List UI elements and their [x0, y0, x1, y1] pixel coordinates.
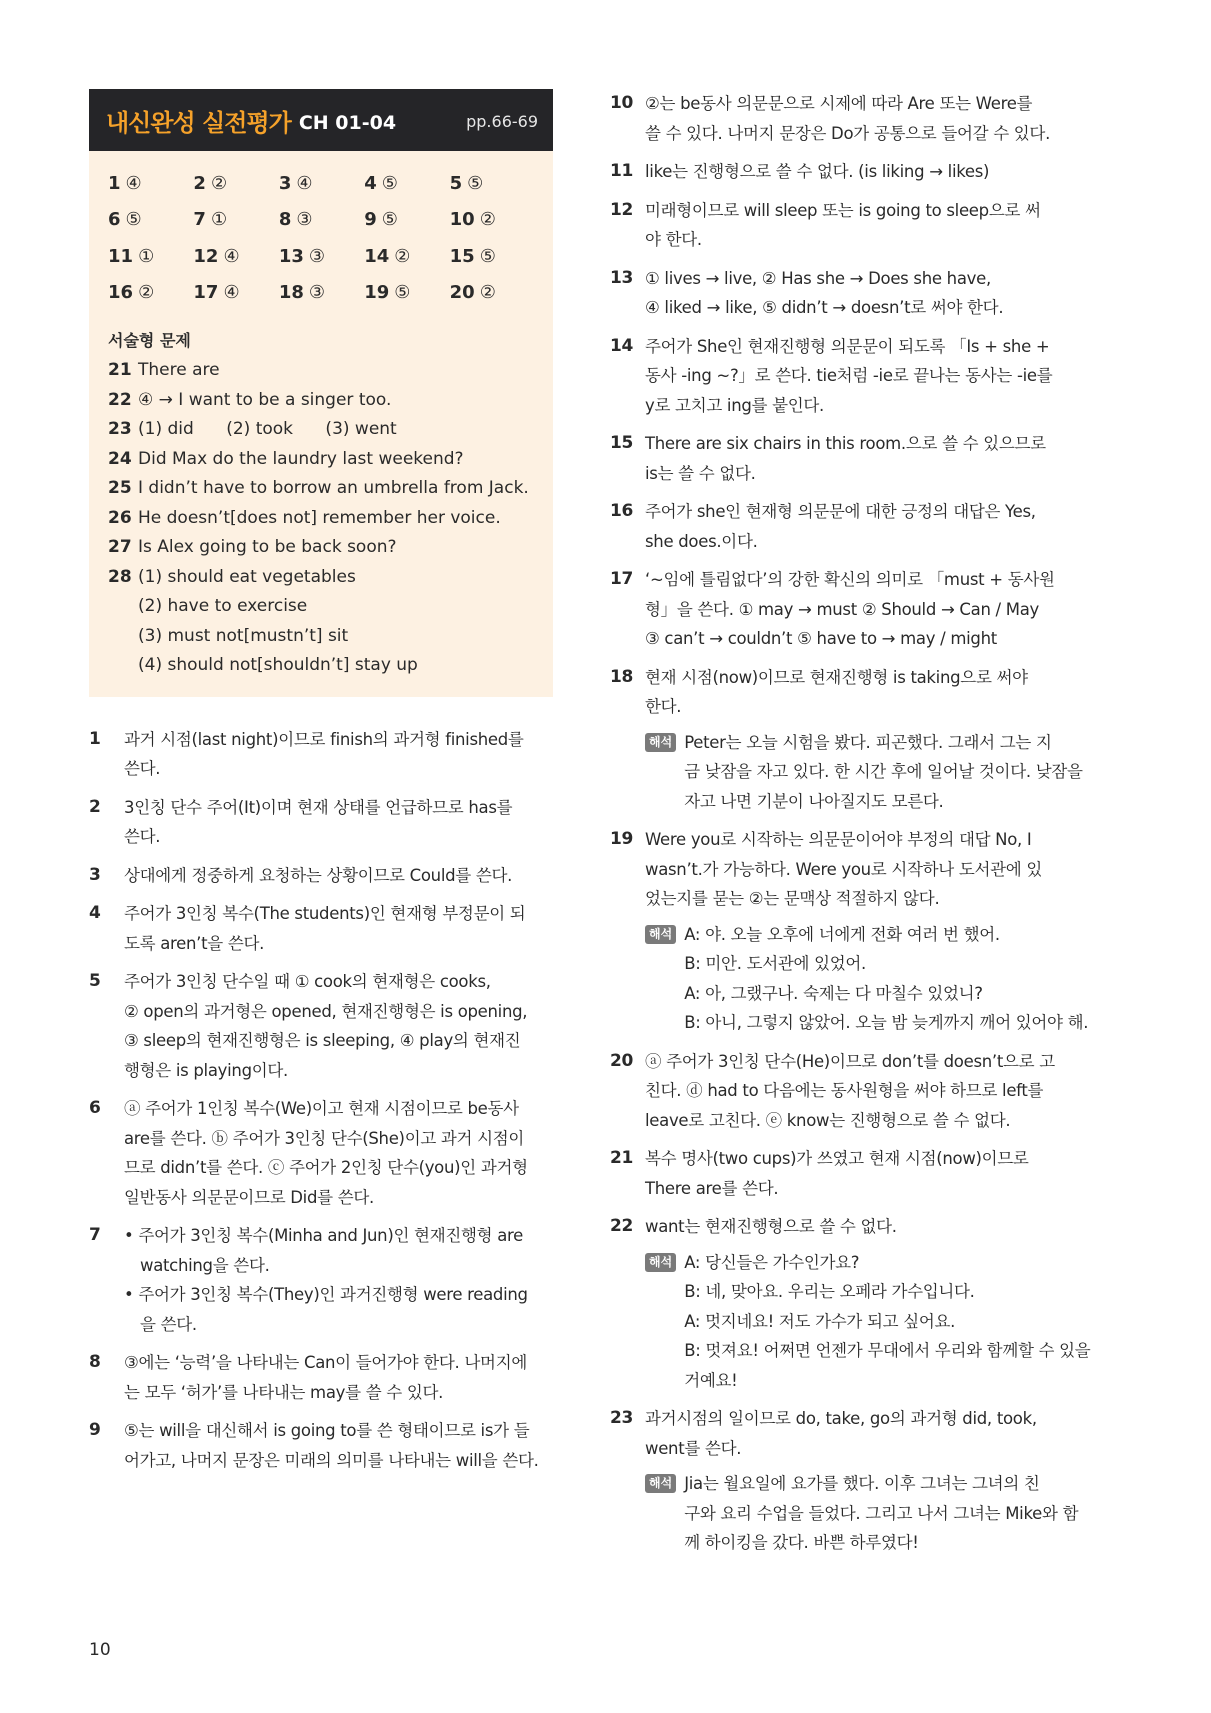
- explanation-line: 주어가 She인 현재진행형 의문문이 되도록 「Is + she +: [645, 336, 1050, 356]
- answer-choice: ⑤: [394, 282, 411, 304]
- explanation-line: 쓴다.: [124, 759, 161, 778]
- explanation-body: [645, 332, 1076, 421]
- answer-number: 11: [108, 245, 134, 267]
- translation-badge: 해석: [645, 925, 676, 944]
- explanation-line: 주어가 she인 현재형 의문문에 대한 긍정의 대답은 Yes,: [645, 502, 1036, 521]
- essay-answer-number: 21: [108, 360, 132, 380]
- essay-answer-line: ④ → I want to be a singer too.: [138, 389, 392, 410]
- bullet-line-text: • 주어가 3인칭 복수(Minha and Jun)인 현재진행형 are: [124, 1226, 523, 1245]
- explanation-number: 7: [89, 1225, 101, 1245]
- explanation-item: [89, 725, 553, 784]
- answer-choice: ⑤: [467, 172, 484, 194]
- essay-answer-number: 25: [108, 478, 132, 498]
- explanation-number: 6: [89, 1098, 101, 1118]
- translation-line: Peter는 오늘 시험을 봤다. 피곤했다. 그래서 그는 지: [684, 732, 1052, 752]
- explanation-number: 22: [610, 1216, 634, 1236]
- answer-number: 16: [108, 282, 134, 304]
- answer-cell: [279, 173, 364, 194]
- answer-number: 12: [193, 245, 219, 267]
- explanation-line: 과거 시점(last night)이므로 finish의 과거형 finished를: [124, 729, 524, 749]
- essay-answer-number: 23: [108, 419, 132, 439]
- explanation-number: 5: [89, 971, 101, 991]
- explanation-number: 4: [89, 903, 101, 923]
- explanation-item: [610, 264, 1076, 323]
- answer-cell: [279, 282, 364, 303]
- essay-answer-line: (1) should eat vegetables: [138, 566, 356, 587]
- explanation-item: [610, 1212, 1091, 1395]
- essay-answer-line: (4) should not[shouldn’t] stay up: [138, 655, 418, 675]
- explanation-number: 12: [610, 199, 634, 220]
- answer-number: 17: [193, 282, 219, 304]
- essay-answer-line: There are: [138, 360, 220, 380]
- answer-number: 15: [449, 245, 475, 267]
- essay-answer-text: [138, 533, 535, 563]
- answer-choice: ③: [308, 245, 326, 267]
- essay-answer-number: 24: [108, 448, 132, 469]
- essay-answer-number: 28: [108, 566, 132, 587]
- explanation-line: want는 현재진행형으로 쓸 수 없다.: [645, 1217, 897, 1236]
- explanation-body: [124, 967, 553, 1085]
- explanation-item: [610, 1404, 1079, 1558]
- explanation-line: is는 쓸 수 없다.: [645, 463, 756, 483]
- explanation-line: 한다.: [645, 697, 682, 716]
- essay-answer-text: [138, 386, 535, 416]
- essay-answer-line: (2) have to exercise: [138, 596, 308, 616]
- answer-cell: [108, 173, 193, 194]
- translation-line: 금 낮잠을 자고 있다. 한 시간 후에 일어날 것이다. 낮잠을: [684, 762, 1083, 781]
- explanation-item: [610, 196, 1076, 255]
- explanation-item: [89, 967, 553, 1085]
- answer-choice: ①: [138, 245, 155, 267]
- essay-answer-line: Did Max do the laundry last weekend?: [138, 448, 464, 469]
- page-number: 10: [89, 1640, 111, 1660]
- answer-grid-row: [108, 238, 535, 275]
- explanation-line: 쓴다.: [124, 827, 161, 846]
- essay-answer-text: [138, 563, 535, 681]
- explanation-line: 쓸 수 있다. 나머지 문장은 Do가 공통으로 들어갈 수 있다.: [645, 123, 1051, 143]
- explanation-bullet: [124, 1280, 553, 1339]
- explanation-line: ⓐ 주어가 1인칭 복수(We)이고 현재 시점이므로 be동사: [124, 1099, 519, 1118]
- translation-line: A: 아, 그랬구나. 숙제는 다 마칠수 있었니?: [684, 983, 983, 1003]
- answer-choice: ④: [223, 282, 240, 304]
- left-column: [89, 89, 553, 1484]
- essay-answer-line: (3) must not[mustn’t] sit: [138, 625, 349, 646]
- essay-answer-number: 22: [108, 389, 132, 410]
- section-header: [89, 89, 553, 151]
- explanation-line: 주어가 3인칭 복수(The students)인 현재형 부정문이 되: [124, 904, 526, 923]
- explanation-line: 동사 -ing ~?」로 쓴다. tie처럼 -ie로 끝나는 동사는 -ie를: [645, 366, 1053, 385]
- essay-answer-line: (1) did (2) took (3) went: [138, 419, 397, 439]
- explanation-line: leave로 고친다. ⓔ know는 진행형으로 쓸 수 없다.: [645, 1110, 1011, 1130]
- explanation-item: [610, 1047, 1076, 1136]
- answer-grid: [108, 165, 535, 311]
- explanation-body: [645, 825, 1089, 1038]
- explanation-line: ③ sleep의 현재진행형은 is sleeping, ④ play의 현재진: [124, 1031, 521, 1050]
- bullet-line-text: watching을 쓴다.: [140, 1255, 270, 1275]
- translation-text: [684, 728, 1082, 817]
- answer-number: 2: [193, 172, 206, 194]
- explanation-line: ③에는 ‘능력’을 나타내는 Can이 들어가야 한다. 나머지에: [124, 1353, 527, 1372]
- answer-cell: [450, 246, 535, 267]
- explanation-body: [124, 899, 553, 958]
- answer-cell: [450, 282, 535, 303]
- explanation-body: [124, 793, 553, 852]
- essay-answer-item: [108, 533, 535, 563]
- page-range: pp.66-69: [466, 111, 538, 131]
- chapter-label: CH 01-04: [298, 112, 397, 134]
- answer-cell: [193, 246, 278, 267]
- explanation-number: 8: [89, 1352, 101, 1372]
- explanation-body: [124, 1094, 553, 1212]
- translation-line: 거예요!: [684, 1370, 738, 1390]
- explanation-number: 13: [610, 267, 634, 288]
- explanation-body: [124, 861, 553, 891]
- explanation-body: [645, 264, 1076, 323]
- explanation-item: [610, 89, 1076, 148]
- explanation-item: [89, 1348, 553, 1407]
- translation-text: [684, 1469, 1078, 1558]
- translation-line: B: 네, 맞아요. 우리는 오페라 가수입니다.: [684, 1282, 975, 1301]
- translation-line: A: 멋지네요! 저도 가수가 되고 싶어요.: [684, 1311, 956, 1331]
- answer-number: 19: [364, 282, 390, 304]
- explanation-number: 21: [610, 1148, 634, 1168]
- answer-number: 14: [364, 245, 390, 267]
- essay-answer-line: Is Alex going to be back soon?: [138, 537, 397, 557]
- translation-line: Jia는 월요일에 요가를 했다. 이후 그녀는 그녀의 친: [684, 1474, 1040, 1493]
- essay-answer-text: [138, 415, 535, 445]
- explanation-item: [89, 1094, 553, 1212]
- translation-block: [645, 920, 1089, 1038]
- translation-line: 구와 요리 수업을 들었다. 그리고 나서 그녀는 Mike와 함: [684, 1503, 1079, 1523]
- answer-cell: [108, 209, 193, 230]
- explanation-bullet: [124, 1221, 553, 1280]
- answer-cell: [193, 173, 278, 194]
- explanation-line: 었는지를 묻는 ②는 문맥상 적절하지 않다.: [645, 889, 940, 908]
- essay-answer-item: [108, 474, 535, 504]
- explanation-line: 도록 aren’t을 쓴다.: [124, 933, 265, 953]
- answer-grid-row: [108, 165, 535, 202]
- answer-number: 20: [449, 282, 475, 304]
- answer-number: 3: [278, 172, 292, 194]
- answer-choice: ②: [479, 282, 496, 304]
- explanation-line: ③ can’t → couldn’t ⑤ have to → may / might: [645, 629, 997, 648]
- explanation-number: 20: [610, 1050, 634, 1071]
- answer-cell: [108, 246, 193, 267]
- answer-choice: ④: [125, 172, 142, 194]
- answer-choice: ②: [479, 209, 496, 231]
- explanation-item: [610, 497, 1076, 556]
- explanation-number: 23: [610, 1408, 634, 1428]
- explanation-body: [645, 1404, 1079, 1558]
- answer-number: 13: [278, 245, 304, 267]
- explanation-number: 15: [610, 433, 634, 453]
- answer-cell: [450, 173, 535, 194]
- translation-block: [645, 728, 1083, 817]
- explanation-line: 주어가 3인칭 단수일 때 ① cook의 현재형은 cooks,: [124, 972, 491, 991]
- explanation-line: went를 쓴다.: [645, 1438, 742, 1458]
- explanation-line: 현재 시점(now)이므로 현재진행형 is taking으로 써야: [645, 667, 1028, 687]
- essay-answer-line: He doesn’t[does not] remember her voice.: [138, 507, 501, 528]
- essay-answer-item: [108, 504, 535, 534]
- explanation-item: [610, 825, 1089, 1038]
- explanation-number: 3: [89, 864, 101, 885]
- explanation-line: are를 쓴다. ⓑ 주어가 3인칭 단수(She)이고 과거 시점이: [124, 1128, 525, 1148]
- explanation-body: [645, 196, 1076, 255]
- explanation-body: [645, 1144, 1076, 1203]
- answer-cell: [364, 173, 449, 194]
- answer-cell: [364, 282, 449, 303]
- explanation-body: [124, 1348, 553, 1407]
- answer-cell: [193, 282, 278, 303]
- answer-number: 7: [193, 209, 206, 231]
- essay-answer-item: [108, 563, 535, 681]
- answer-choice: ④: [296, 172, 313, 194]
- essay-answer-text: [138, 445, 535, 475]
- explanation-number: 16: [610, 501, 634, 521]
- explanation-item: [89, 1221, 553, 1339]
- answer-number: 9: [364, 209, 377, 231]
- bullet-line-text: • 주어가 3인칭 복수(They)인 과거진행형 were reading: [124, 1285, 528, 1304]
- answer-choice: ③: [296, 209, 313, 231]
- answer-cell: [364, 246, 449, 267]
- answer-choice: ⑤: [381, 209, 398, 231]
- explanation-line: 므로 didn’t를 쓴다. ⓒ 주어가 2인칭 단수(you)인 과거형: [124, 1158, 528, 1177]
- translation-line: A: 야. 오늘 오후에 너에게 전화 여러 번 했어.: [684, 924, 1000, 944]
- translation-line: B: 아니, 그렇지 않았어. 오늘 밤 늦게까지 깨어 있어야 해.: [684, 1013, 1089, 1032]
- answer-box: [89, 151, 553, 697]
- answer-grid-row: [108, 275, 535, 312]
- translation-block: [645, 1248, 1091, 1396]
- translation-block: [645, 1469, 1079, 1558]
- answer-number: 8: [278, 209, 292, 231]
- explanation-number: 9: [89, 1420, 101, 1440]
- bullet-line-text: 을 쓴다.: [140, 1314, 197, 1334]
- translation-badge: 해석: [645, 1253, 676, 1272]
- explanation-number: 11: [610, 161, 634, 181]
- explanation-body: [124, 1221, 553, 1339]
- answer-number: 5: [449, 172, 463, 194]
- answer-choice: ⑤: [479, 245, 496, 267]
- explanation-line: ⓐ 주어가 3인칭 단수(He)이므로 don’t를 doesn’t으로 고: [645, 1051, 1055, 1071]
- explanation-item: [89, 899, 553, 958]
- answer-choice: ②: [394, 245, 411, 267]
- explanation-body: [645, 497, 1076, 556]
- explanation-number: 1: [89, 728, 101, 749]
- essay-answers: [108, 356, 535, 681]
- explanation-item: [610, 565, 1076, 654]
- explanation-item: [89, 861, 553, 891]
- explanation-line: ② open의 과거형은 opened, 현재진행형은 is opening,: [124, 1001, 528, 1021]
- essay-answer-number: 26: [108, 507, 132, 528]
- explanation-number: 17: [610, 569, 634, 589]
- translation-line: 께 하이킹을 갔다. 바쁜 하루였다!: [684, 1533, 919, 1552]
- answer-number: 1: [108, 172, 121, 194]
- essay-section-title: 서술형 문제: [108, 331, 191, 350]
- explanation-item: [610, 429, 1076, 488]
- explanation-number: 10: [610, 93, 634, 113]
- explanation-line: wasn’t.가 가능하다. Were you로 시작하나 도서관에 있: [645, 859, 1043, 879]
- answer-cell: [279, 209, 364, 230]
- essay-answer-item: [108, 415, 535, 445]
- answer-choice: ③: [308, 282, 326, 304]
- explanation-line: 어가고, 나머지 문장은 미래의 의미를 나타내는 will을 쓴다.: [124, 1450, 539, 1470]
- explanation-item: [89, 1416, 553, 1475]
- explanation-body: [124, 725, 553, 784]
- explanation-line: ④ liked → like, ⑤ didn’t → doesn’t로 써야 한다.: [645, 298, 1004, 317]
- explanation-line: 복수 명사(two cups)가 쓰였고 현재 시점(now)이므로: [645, 1149, 1029, 1168]
- answer-choice: ⑤: [125, 209, 142, 231]
- translation-text: [684, 920, 1088, 1038]
- answer-choice: ①: [210, 209, 228, 231]
- explanation-item: [610, 332, 1076, 421]
- explanation-line: 행형은 is playing이다.: [124, 1060, 288, 1080]
- explanation-line: ① lives → live, ② Has she → Does she have,: [645, 268, 991, 288]
- essay-answer-number: 27: [108, 537, 132, 557]
- explanation-item: [610, 663, 1083, 817]
- right-column: [610, 89, 1091, 1567]
- essay-answer-text: [138, 504, 535, 534]
- explanation-item: [89, 793, 553, 852]
- explanation-line: 과거시점의 일이므로 do, take, go의 과거형 did, took,: [645, 1409, 1037, 1428]
- essay-answer-line: I didn’t have to borrow an umbrella from Jack.: [138, 478, 529, 498]
- explanation-line: ⑤는 will을 대신해서 is going to를 쓴 형태이므로 is가 들: [124, 1421, 530, 1440]
- explanation-body: [645, 157, 1076, 187]
- explanation-body: [645, 565, 1076, 654]
- answer-cell: [450, 209, 535, 230]
- answer-cell: [279, 246, 364, 267]
- essay-answer-item: [108, 356, 535, 386]
- explanation-line: There are six chairs in this room.으로 쓸 수 있으므로: [645, 434, 1046, 453]
- explanation-line: 친다. ⓓ had to 다음에는 동사원형을 써야 하므로 left를: [645, 1081, 1044, 1100]
- translation-badge: 해석: [645, 733, 676, 752]
- answer-cell: [108, 282, 193, 303]
- explanation-body: [645, 663, 1083, 817]
- explanation-line: she does.이다.: [645, 531, 758, 551]
- answer-choice: ②: [210, 172, 228, 194]
- answer-number: 4: [364, 172, 377, 194]
- essay-answer-item: [108, 386, 535, 416]
- answer-number: 10: [449, 209, 475, 231]
- answer-choice: ⑤: [381, 172, 398, 194]
- explanation-line: 야 한다.: [645, 230, 702, 249]
- explanation-line: 3인칭 단수 주어(It)이며 현재 상태를 언급하므로 has를: [124, 797, 513, 817]
- explanation-line: 일반동사 의문문이므로 Did를 쓴다.: [124, 1187, 374, 1207]
- explanation-body: [645, 1212, 1091, 1395]
- translation-line: 자고 나면 기분이 나아질지도 모른다.: [684, 791, 944, 811]
- answer-cell: [364, 209, 449, 230]
- explanation-line: 상대에게 정중하게 요청하는 상황이므로 Could를 쓴다.: [124, 865, 513, 885]
- essay-answer-item: [108, 445, 535, 475]
- explanation-line: y로 고치고 ing를 붙인다.: [645, 395, 824, 415]
- explanation-body: [645, 89, 1076, 148]
- explanation-number: 14: [610, 335, 634, 356]
- answer-choice: ②: [138, 282, 155, 304]
- explanation-line: There are를 쓴다.: [645, 1178, 779, 1198]
- explanation-line: ‘~임에 틀림없다’의 강한 확신의 의미로 「must + 동사원: [645, 570, 1055, 589]
- translation-line: A: 당신들은 가수인가요?: [684, 1252, 860, 1272]
- explanations-right: [610, 89, 1091, 1558]
- explanation-item: [610, 157, 1076, 187]
- explanation-number: 18: [610, 666, 634, 687]
- translation-text: [684, 1248, 1090, 1396]
- translation-badge: 해석: [645, 1474, 676, 1493]
- translation-line: B: 멋져요! 어쩌면 언젠가 무대에서 우리와 함께할 수 있을: [684, 1341, 1091, 1360]
- explanation-line: ②는 be동사 의문문으로 시제에 따라 Are 또는 Were를: [645, 94, 1033, 113]
- answer-cell: [193, 209, 278, 230]
- explanation-number: 19: [610, 829, 634, 849]
- essay-answer-text: [138, 474, 535, 504]
- essay-answer-text: [138, 356, 535, 386]
- explanation-body: [645, 1047, 1076, 1136]
- answer-number: 6: [108, 209, 121, 231]
- explanation-number: 2: [89, 796, 101, 817]
- explanation-line: 미래형이므로 will sleep 또는 is going to sleep으로 써: [645, 200, 1041, 220]
- answer-number: 18: [278, 282, 304, 304]
- section-title: 내신완성 실전평가: [106, 108, 291, 137]
- explanation-line: Were you로 시작하는 의문문이어야 부정의 대답 No, I: [645, 830, 1032, 849]
- answer-choice: ④: [223, 245, 240, 267]
- translation-line: B: 미안. 도서관에 있었어.: [684, 954, 866, 973]
- explanation-line: like는 진행형으로 쓸 수 없다. (is liking → likes): [645, 162, 990, 181]
- answer-grid-row: [108, 202, 535, 239]
- explanation-body: [645, 429, 1076, 488]
- explanations-left: [89, 725, 553, 1476]
- explanation-line: 형」을 쓴다. ① may → must ② Should → Can / May: [645, 599, 1039, 619]
- explanation-body: [124, 1416, 553, 1475]
- explanation-line: 는 모두 ‘허가’를 나타내는 may를 쓸 수 있다.: [124, 1382, 444, 1402]
- explanation-item: [610, 1144, 1076, 1203]
